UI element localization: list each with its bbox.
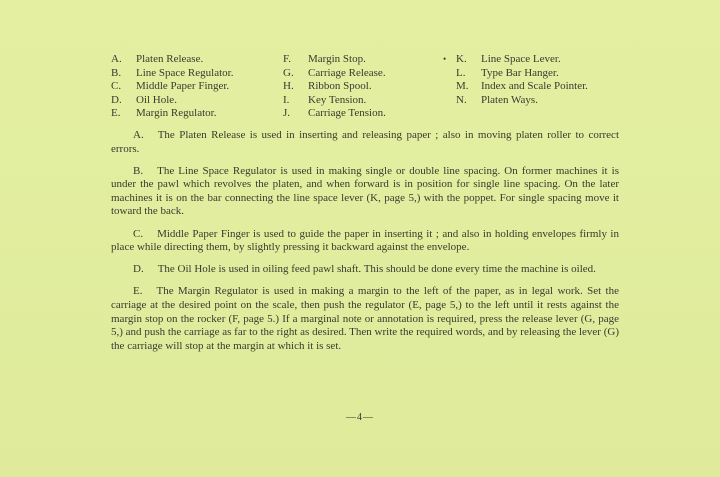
legend-entry [283, 53, 386, 67]
legend-label: Key Tension. [308, 93, 367, 106]
legend-letter: G. [283, 66, 294, 79]
paragraph-letter: B. [133, 164, 144, 177]
legend-letter: K. [456, 53, 467, 65]
legend-letter: E. [111, 107, 121, 119]
paragraph-text: Middle Paper Finger is used to guide the paper in inserting it ; and also in holding envelopes firmly in place while directing them, by slightly pressing it backward against the envelope. [111, 227, 619, 254]
legend-label: Margin Regulator. [136, 107, 217, 119]
legend-label: Margin Stop. [308, 53, 366, 65]
paragraph-line-space-regulator [111, 165, 619, 219]
legend-entry [111, 107, 233, 121]
page-number: —4— [346, 412, 374, 423]
legend-label: Platen Ways. [481, 93, 538, 106]
legend-letter: J. [283, 107, 291, 119]
legend-letter: I. [283, 93, 290, 106]
legend-letter: H. [283, 80, 294, 92]
legend-entry [283, 94, 386, 108]
legend-entry [111, 67, 233, 81]
legend-label: Line Space Regulator. [136, 66, 234, 79]
legend-letter: A. [111, 53, 122, 65]
paragraph-middle-paper-finger [111, 228, 619, 255]
legend-label: Middle Paper Finger. [136, 80, 230, 92]
legend-letter: N. [456, 93, 467, 106]
legend-column-1 [111, 53, 233, 121]
legend-entry [283, 80, 386, 94]
legend-label: Carriage Release. [308, 66, 386, 79]
legend-entry [111, 94, 233, 108]
legend-column-2 [283, 53, 386, 121]
body-text [111, 129, 619, 362]
legend-label: Carriage Tension. [308, 107, 386, 119]
legend-label: Platen Release. [136, 53, 204, 65]
paragraph-margin-regulator [111, 285, 619, 353]
legend-column-3 [443, 53, 588, 107]
legend-label: Index and Scale Pointer. [481, 80, 588, 92]
paragraph-text: The Line Space Regulator is used in making single or double line spacing. On former machines it is under the pawl which revolves the platen, and when forward is in position for single line spacing. On the later machines it is on the bar connecting the line space lever (K, page 5,) with the poppet. For single spacing move it toward the back. [111, 164, 619, 218]
paragraph-letter: E. [133, 285, 143, 298]
legend-entry [456, 67, 588, 81]
paragraph-platen-release [111, 129, 619, 156]
legend-label: Line Space Lever. [481, 53, 561, 65]
paragraph-text: The Oil Hole is used in oiling feed pawl shaft. This should be done every time the machine is oiled. [157, 263, 596, 276]
legend-entry [111, 53, 233, 67]
legend-letter: D. [111, 93, 122, 106]
bullet-mark-icon: • [443, 54, 447, 64]
legend-entry [283, 67, 386, 81]
legend-entry [111, 80, 233, 94]
legend-letter: L. [456, 66, 466, 79]
legend-entry [283, 107, 386, 121]
legend-letter: B. [111, 66, 122, 79]
paragraph-text: The Platen Release is used in inserting and releasing paper ; also in moving platen roller to correct errors. [111, 129, 619, 155]
paragraph-oil-hole [111, 263, 619, 277]
paragraph-letter: A. [133, 129, 144, 141]
legend-entry [456, 94, 588, 108]
legend-letter: M. [456, 80, 469, 92]
paragraph-text: The Margin Regulator is used in making a margin to the left of the paper, as in legal work. Set the carriage at the desired point on the scale, then push the regulator (E, page 5,) to the left until it rests against the margin stop on the rocker (F, page 5.) If a marginal note or annotation is required, press the release lever (G, page 5,) and push the carriage as far to the right as desired. Then write the required words, and by releasing the lever (G) the carriage will stop at the margin at which it is set. [111, 285, 619, 352]
paragraph-letter: D. [133, 263, 144, 276]
legend-letter: C. [111, 80, 122, 92]
legend-letter: F. [283, 53, 291, 65]
legend-label: Type Bar Hanger. [481, 66, 559, 79]
legend-label: Ribbon Spool. [308, 80, 372, 92]
legend-entry [456, 80, 588, 94]
paragraph-letter: C. [133, 227, 144, 240]
legend-label: Oil Hole. [136, 93, 177, 106]
legend-entry [456, 53, 588, 67]
parts-legend [111, 53, 631, 123]
